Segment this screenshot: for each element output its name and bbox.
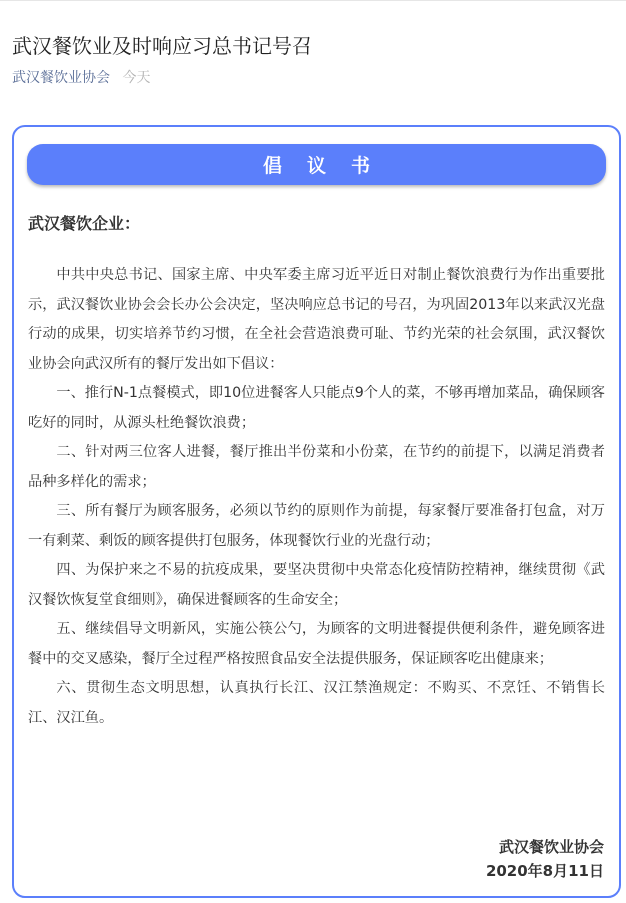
top-divider — [0, 0, 626, 1]
paragraph-item-3: 三、所有餐厅为顾客服务，必须以节约的原则作为前提，每家餐厅要准备打包盒，对万一有剩菜、剩饭的顾客提供打包服务，体现餐饮行业的光盘行动； — [28, 503, 605, 549]
signature — [486, 835, 604, 883]
banner-title: 倡议书 — [262, 155, 395, 177]
publish-time: 今天 — [122, 70, 151, 86]
proposal-body — [28, 261, 605, 733]
signature-org: 武汉餐饮业协会 — [498, 838, 604, 856]
paragraph-item-5: 五、继续倡导文明新风，实施公筷公勺，为顾客的文明进餐提供便利条件，避免顾客进餐中的交叉感染，餐厅全过程严格按照食品安全法提供服务，保证顾客吃出健康来； — [28, 621, 605, 667]
greeting: 武汉餐饮企业： — [28, 214, 141, 233]
article-title: 武汉餐饮业及时响应习总书记号召 — [12, 34, 312, 58]
paragraph-intro: 中共中央总书记、国家主席、中央军委主席习近平近日对制止餐饮浪费行为作出重要批示，武汉餐饮业协会会长办公会决定，坚决响应总书记的号召，为巩固2013年以来武汉光盘行动的成果，切实培养节约习惯，在全社会营造浪费可耻、节约光荣的社会氛围，武汉餐饮业协会向武汉所有的餐厅发出如下倡议： — [28, 267, 605, 372]
proposal-card — [12, 125, 621, 898]
author-link[interactable]: 武汉餐饮业协会 — [12, 70, 110, 86]
article-meta — [12, 68, 150, 88]
paragraph-item-1: 一、推行N-1点餐模式，即10位进餐客人只能点9个人的菜，不够再增加菜品，确保顾客吃好的同时，从源头杜绝餐饮浪费； — [28, 385, 605, 431]
signature-date: 2020年8月11日 — [485, 862, 604, 880]
paragraph-item-4: 四、为保护来之不易的抗疫成果，要坚决贯彻中央常态化疫情防控精神，继续贯彻《武汉餐饮恢复堂食细则》，确保进餐顾客的生命安全； — [28, 562, 605, 608]
paragraph-item-6: 六、贯彻生态文明思想，认真执行长江、汉江禁渔规定：不购买、不烹饪、不销售长江、汉江鱼。 — [28, 680, 605, 726]
proposal-banner — [27, 144, 606, 185]
paragraph-item-2: 二、针对两三位客人进餐，餐厅推出半份菜和小份菜，在节约的前提下，以满足消费者品种多样化的需求； — [28, 444, 605, 490]
